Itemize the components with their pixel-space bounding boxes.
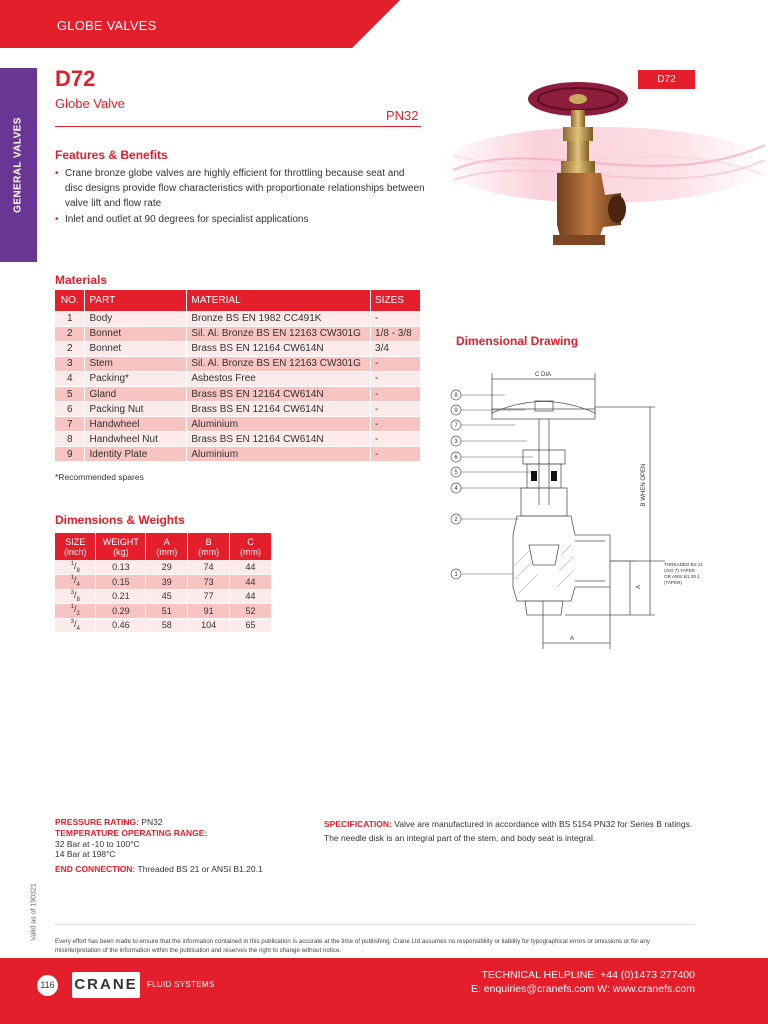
column-header-unit: (mm) [156,546,178,557]
column-header-title: B [205,536,212,547]
cell-b: 91 [188,604,230,619]
table-row [55,447,421,462]
callout-number: 4 [454,486,458,492]
feature-item: • Inlet and outlet at 90 degrees for specialist applications [55,212,425,227]
rating-info [55,817,305,875]
pressure-class: PN32 [386,108,419,123]
fluid-systems-label: FLUID SYSTEMS [147,980,215,989]
cell-material: Aluminium [187,447,371,462]
thread-note-line: (ISO 7) TAPER [664,568,695,573]
table-row [55,560,272,575]
table-row [55,356,421,371]
callout-number: 3 [454,439,458,445]
size-numerator: 3 [70,589,74,596]
cell-no: 4 [55,371,85,386]
cell-c: 44 [230,560,272,575]
specification-label: SPECIFICATION: [324,819,392,829]
cell-material: Brass BS EN 12164 CW614N [187,402,371,417]
footer-divider [55,924,695,925]
column-header [188,533,230,560]
table-row [55,311,421,326]
column-header-title: A [163,536,170,547]
cell-material: Aluminium [187,417,371,432]
header-banner [0,0,768,48]
callout-number: 1 [454,572,458,578]
cell-sizes: - [371,386,421,401]
a-vertical-label: A [636,584,642,590]
cell-sizes: - [371,356,421,371]
cell-no: 2 [55,326,85,341]
callout-number: 8 [454,393,458,399]
side-category-tab [0,68,37,262]
table-row [55,604,272,619]
thread-note-line: THREADED BS 21 [664,562,704,567]
cell-size: $^3/_4$ [55,618,96,633]
cell-a: 58 [146,618,188,633]
table-header-row [55,290,421,311]
cell-part: Stem [85,356,187,371]
column-header: NO. [55,290,85,311]
cell-material: Asbestos Free [187,371,371,386]
cell-size: $^1/_2$ [55,604,96,619]
cell-no: 3 [55,356,85,371]
callout-3 [451,436,527,446]
end-connection-value: Threaded BS 21 or ANSI B1.20.1 [137,864,263,875]
materials-table-body [55,311,421,462]
callout-9 [451,405,525,415]
size-denominator: 8 [76,567,80,574]
table-row [55,402,421,417]
column-header: PART [85,290,187,311]
cell-size: $^1/_8$ [55,560,96,575]
cell-weight: 0.21 [96,589,146,604]
column-header-unit: (kg) [113,546,129,557]
table-row [55,417,421,432]
cell-part: Handwheel Nut [85,432,187,447]
cell-no: 8 [55,432,85,447]
cell-material: Bronze BS EN 1982 CC491K [187,311,371,326]
table-header-row [55,533,272,560]
thread-note-line: OR ANSI B1.20.1 [664,574,700,579]
cell-part: Bonnet [85,326,187,341]
cell-sizes: - [371,447,421,462]
callout-number: 2 [454,517,458,523]
cell-no: 7 [55,417,85,432]
page-number: 116 [37,975,58,996]
cell-part: Identity Plate [85,447,187,462]
technical-helpline: TECHNICAL HELPLINE: +44 (0)1473 277400 [481,969,695,981]
column-header-unit: (inch) [63,546,87,557]
cell-b: 73 [188,575,230,590]
cell-part: Handwheel [85,417,187,432]
pressure-rating-label: PRESSURE RATING: [55,817,139,827]
crane-logo: CRANE [72,972,140,998]
title-divider [55,126,421,127]
cell-c: 44 [230,589,272,604]
column-header [230,533,272,560]
feature-item: • Crane bronze globe valves are highly efficient for throttling because seat and disc designs provide flow characteristics with proportionate relationships between valve lift and flow rate [55,166,425,212]
callout-8 [451,390,505,400]
cell-sizes: - [371,311,421,326]
materials-table [55,290,421,462]
dimensional-drawing [445,365,704,665]
cell-weight: 0.15 [96,575,146,590]
callout-number: 6 [454,455,458,461]
cell-c: 65 [230,618,272,633]
table-row [55,432,421,447]
table-row [55,326,421,341]
callout-2 [451,514,519,524]
disclaimer: Every effort has been made to ensure that the information contained in this publication is accurate at the time of publishing. Crane Ltd assumes no responsibility or liability for typographical errors or omissions or for any misinterpretation of the information within the publication and reserves the right to change without notice. [55,938,650,954]
cell-c: 52 [230,604,272,619]
cell-part: Packing* [85,371,187,386]
column-header-unit: (mm) [198,546,220,557]
column-header [146,533,188,560]
section-title: GLOBE VALVES [57,18,157,33]
cell-a: 51 [146,604,188,619]
column-header: SIZES [371,290,421,311]
dimensions-table-body [55,560,272,633]
spares-note: *Recommended spares [55,472,144,482]
features-list [55,166,425,227]
cell-part: Packing Nut [85,402,187,417]
table-row [55,575,272,590]
table-row [55,341,421,356]
cell-no: 5 [55,386,85,401]
c-dia-label: C DIA [534,372,552,378]
product-code-badge: D72 [638,70,695,89]
cell-sizes: 1/8 - 3/8 [371,326,421,341]
column-header-title: C [247,536,254,547]
cell-b: 77 [188,589,230,604]
cell-weight: 0.46 [96,618,146,633]
pressure-rating-value: PN32 [141,817,163,827]
table-row [55,386,421,401]
cell-material: Sil. Al. Bronze BS EN 12163 CW301G [187,326,371,341]
column-header [96,533,146,560]
callout-number: 7 [454,423,458,429]
cell-material: Brass BS EN 12164 CW614N [187,341,371,356]
cell-b: 74 [188,560,230,575]
features-heading: Features & Benefits [55,148,168,162]
valve-product-image [453,75,765,265]
size-numerator: 1 [70,560,74,567]
callout-5 [451,467,531,477]
specification-value: Valve are manufactured in accordance with BS 5154 PN32 for Series B ratings. The needle disk is an integral part of the stem, and body seat is integral. [324,819,693,843]
specification-info [324,817,694,845]
size-denominator: 8 [76,596,80,603]
cell-weight: 0.13 [96,560,146,575]
temperature-line: 32 Bar at -10 to 100°C [55,838,140,849]
materials-heading: Materials [55,273,108,287]
callout-7 [451,420,515,430]
size-numerator: 1 [70,604,74,611]
cell-no: 9 [55,447,85,462]
cell-material: Sil. Al. Bronze BS EN 12163 CW301G [187,356,371,371]
drawing-heading: Dimensional Drawing [456,334,579,348]
size-denominator: 2 [76,611,80,618]
cell-a: 39 [146,575,188,590]
product-subtitle: Globe Valve [55,96,125,111]
cell-size: $^1/_4$ [55,575,96,590]
thread-note-line: (TAPER) [664,580,683,585]
contact-links[interactable]: E: enquiries@cranefs.com W: www.cranefs.com [470,983,695,995]
cell-a: 29 [146,560,188,575]
cell-part: Gland [85,386,187,401]
table-row [55,618,272,633]
callout-number: 5 [454,470,458,476]
cell-sizes: - [371,417,421,432]
dimensions-table [55,533,272,633]
column-header-unit: (mm) [240,546,262,557]
cell-weight: 0.29 [96,604,146,619]
dimensions-heading: Dimensions & Weights [55,513,185,527]
size-numerator: 3 [70,618,74,625]
temperature-line: 14 Bar at 198°C [55,849,116,860]
column-header [55,533,96,560]
a-horizontal-label: A [569,636,575,642]
column-header-title: WEIGHT [102,536,139,547]
cell-material: Brass BS EN 12164 CW614N [187,432,371,447]
end-connection-label: END CONNECTION: [55,864,136,875]
column-header-title: SIZE [65,536,86,547]
product-code: D72 [55,66,96,91]
cell-a: 45 [146,589,188,604]
valid-date: Valid as of 190321 [30,883,38,941]
b-when-open-label: B WHEN OPEN [641,463,647,507]
table-row [55,589,272,604]
cell-sizes: - [371,402,421,417]
cell-material: Brass BS EN 12164 CW614N [187,386,371,401]
cell-c: 44 [230,575,272,590]
cell-sizes: - [371,432,421,447]
callout-number: 9 [454,408,458,414]
cell-no: 1 [55,311,85,326]
table-row [55,371,421,386]
callout-6 [451,452,533,462]
temperature-range-label: TEMPERATURE OPERATING RANGE: [55,827,208,838]
callout-1 [451,569,513,579]
cell-size: $^3/_8$ [55,589,96,604]
cell-part: Bonnet [85,341,187,356]
cell-sizes: - [371,371,421,386]
size-denominator: 4 [76,625,80,632]
cell-no: 2 [55,341,85,356]
cell-part: Body [85,311,187,326]
cell-no: 6 [55,402,85,417]
callout-4 [451,483,529,493]
cell-sizes: 3/4 [371,341,421,356]
size-denominator: 4 [76,582,80,589]
cell-b: 104 [188,618,230,633]
size-numerator: 1 [70,575,74,582]
side-tab-label: GENERAL VALVES [12,117,24,213]
column-header: MATERIAL [187,290,371,311]
